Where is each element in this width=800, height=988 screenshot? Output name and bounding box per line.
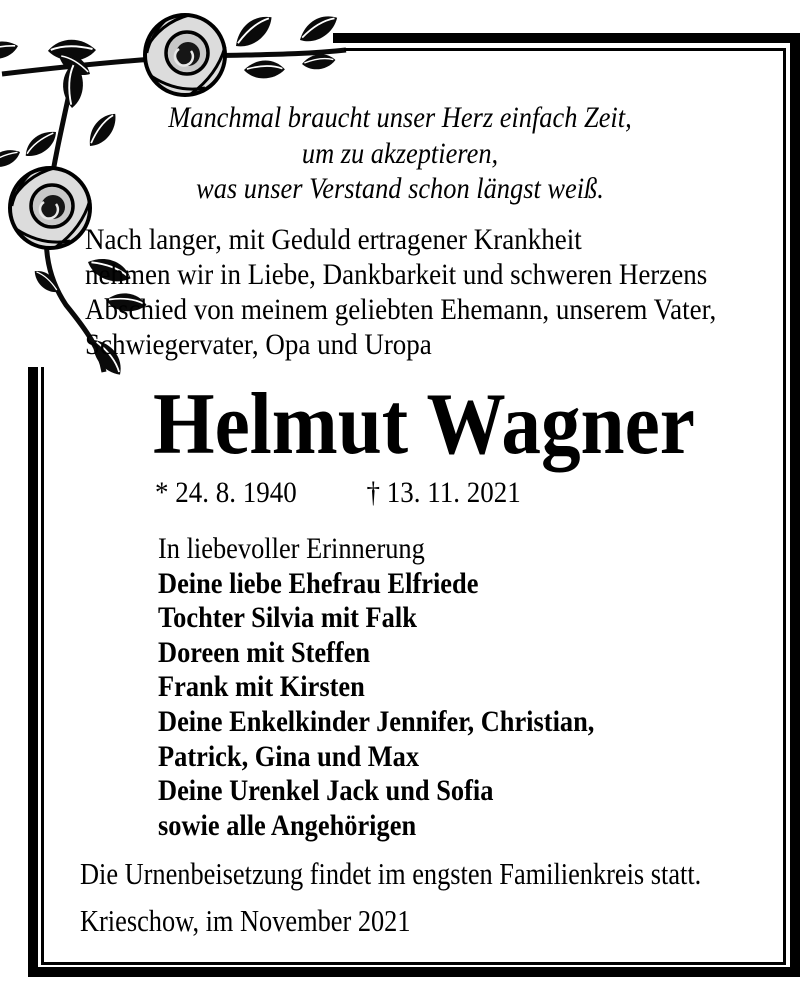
mourner-line: Deine liebe Ehefrau Elfriede [158,566,479,600]
frame-top-inner [344,48,786,51]
remembrance-list [158,532,594,843]
mourner-line: Frank mit Kirsten [158,670,365,704]
life-dates [155,475,521,510]
mourner-line: Doreen mit Steffen [158,635,371,669]
frame-left-outer [28,367,38,977]
quote-line: Manchmal braucht unser Herz einfach Zeit, [168,101,632,134]
deceased-name: Helmut Wagner [153,376,695,473]
mourner-line: Deine Enkelkinder Jennifer, Christian, [158,704,595,738]
place-date: Krieschow, im November 2021 [80,903,411,938]
frame-bottom-inner [41,962,786,965]
frame-right-inner [783,48,786,965]
frame-right-outer [790,33,800,977]
frame-left-inner [41,367,44,965]
death-date: † 13. 11. 2021 [366,476,521,509]
frame-top-outer [333,33,800,43]
condolence-quote [96,100,703,207]
intro-line: Nach langer, mit Geduld ertragener Krankheit [85,223,582,256]
mourner-line: Patrick, Gina und Max [158,739,420,773]
birth-date: * 24. 8. 1940 [155,476,297,509]
quote-line: was unser Verstand schon längst weiß. [196,172,604,205]
quote-line: um zu akzeptieren, [301,136,499,170]
intro-line: Schwiegervater, Opa und Uropa [85,328,432,361]
frame-bottom-outer [28,967,800,977]
intro-line: nehmen wir in Liebe, Dankbarkeit und schweren Herzens [85,258,708,291]
mourner-line: sowie alle Angehörigen [158,808,417,842]
funeral-notice: Die Urnenbeisetzung findet im engsten Familienkreis statt. [80,856,702,891]
mourner-line: Tochter Silvia mit Falk [158,601,417,635]
remembrance-heading: In liebevoller Erinnerung [158,532,425,565]
intro-paragraph [85,222,716,362]
mourner-line: Deine Urenkel Jack und Sofia [158,774,494,808]
intro-line: Abschied von meinem geliebten Ehemann, unserem Vater, [85,293,717,326]
